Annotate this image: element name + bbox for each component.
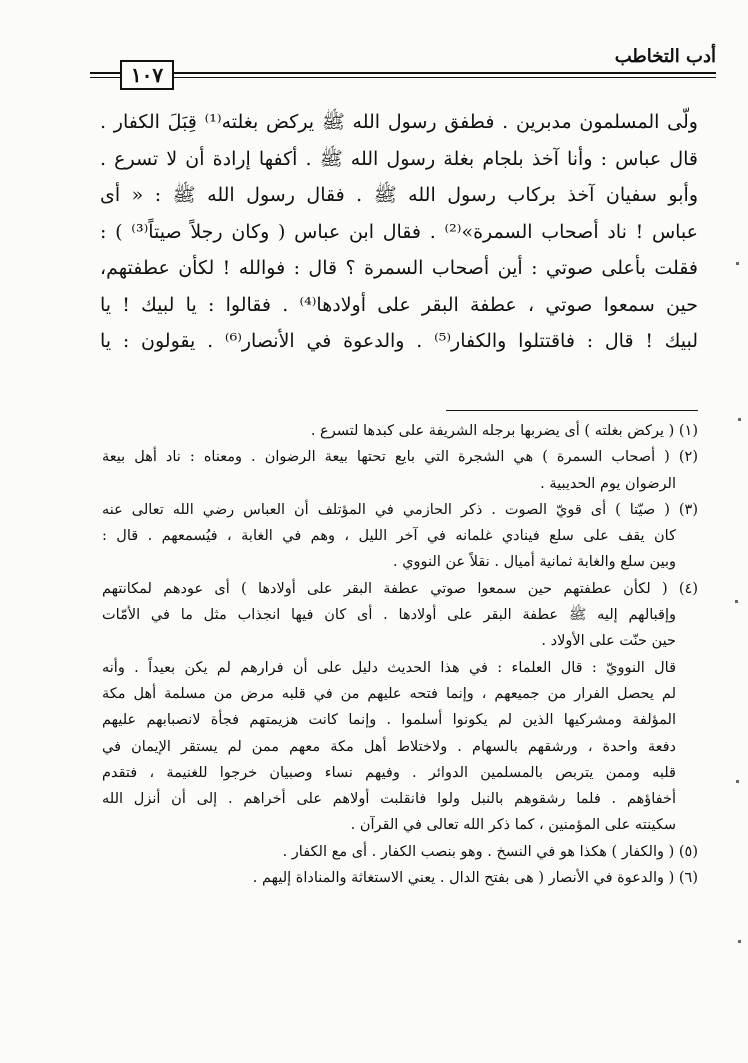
scan-speck [736, 262, 739, 265]
footnote-line: لم يحصل الفرار من جميعهم ، وإنما فتحه عليهم من في قلبه مرض من مسلمة أهل مكة [102, 685, 676, 702]
footnote-line: المؤلفة ومشركيها الذين لم يكونوا أسلموا . وإنما كانت هزيمتهم فجأة لانصبابهم عليهم [102, 712, 676, 729]
footnote-line: (٣) ( صيّتا ) أى قويّ الصوت . ذكر الحازمي في المؤتلف أن العباس رضي الله تعالى عنه [102, 501, 698, 518]
footnote-line: وإقبالهم إليه ﷺ عطفة البقر على أولادها . أى كان فيها انجذاب مثل ما في الأمّات [102, 607, 676, 624]
main-text [100, 104, 698, 360]
scan-speck [738, 418, 741, 421]
main-text-line: قال عباس : وأنا آخذ بلجام بغلة رسول الله ﷺ . أكفها إرادة أن لا تسرع . [100, 147, 698, 170]
footnote-line: (٦) ( والدعوة في الأنصار ( هى بفتح الدال . يعني الاستغاثة والمناداة إليهم . [252, 870, 698, 887]
main-text-line: فقلت بأعلى صوتي : أين أصحاب السمرة ؟ قال : فوالله ! لكأن عطفتهم، [100, 257, 698, 279]
footnote-line: (٤) ( لكأن عطفتهم حين سمعوا صوتي عطفة البقر على أولادها ) أى عودهم لمكانتهم [102, 580, 698, 597]
footnote-line: (٢) ( أصحاب السمرة ) هي الشجرة التي بايع تحتها بيعة الرضوان . ومعناه : ناد أهل بيعة [102, 449, 698, 466]
main-text-line: حين سمعوا صوتي ، عطفة البقر على أولادها⁽⁴⁾ . فقالوا : يا لبيك ! يا [100, 293, 698, 316]
footnote-line: دفعة واحدة ، ورشقهم بالسهام . ولاختلاط أهل مكة معهم ممن لم يستقر الإيمان في [102, 738, 676, 755]
page-number: ١٠٧ [120, 60, 174, 90]
footnote-line: أخفاؤهم . فلما رشقوهم بالنبل ولوا فانقلبت أولاهم على أخراهم . إلى أن أنزل الله [102, 791, 676, 808]
scan-speck [735, 600, 738, 603]
footnote-line: حين حنّت على الأولاد . [541, 633, 676, 650]
footnote-line: (١) ( يركض بغلته ) أى يضربها برجله الشريفة على كبدها لتسرع . [310, 423, 698, 439]
main-text-line: وأبو سفيان آخذ بركاب رسول الله ﷺ . فقال رسول الله ﷺ : « أى [100, 184, 698, 206]
scan-speck [738, 940, 741, 943]
footnote-line: قال النوويّ : قال العلماء : في هذا الحديث دليل على أن فرارهم لم يكن بعيداً . وأنه [102, 659, 676, 676]
scan-speck [736, 780, 739, 783]
footnotes [102, 418, 698, 891]
header-rule-thin [90, 77, 716, 78]
footnote-separator [446, 410, 698, 411]
page-header [90, 46, 716, 92]
footnote-line: سكينته على المؤمنين ، كما ذكر الله تعالى في القرآن . [350, 817, 676, 834]
main-text-line: لبيك ! قال : فاقتتلوا والكفار⁽⁵⁾ . والدعوة في الأنصار⁽⁶⁾ . يقولون : يا [100, 330, 698, 352]
footnote-line: الرضوان يوم الحديبية . [540, 475, 676, 492]
footnote-line: وبين سلع والغابة ثمانية أميال . نقلاً عن النووي . [392, 554, 676, 571]
header-rule [90, 72, 716, 74]
main-text-line: ولّى المسلمون مدبرين . فطفق رسول الله ﷺ يركض بغلته⁽¹⁾ قِبَلَ الكفار . [100, 111, 698, 133]
footnote-line: (٥) ( والكفار ) هكذا هو في النسخ . وهو بنصب الكفار . أى مع الكفار . [282, 843, 698, 860]
running-title: أدب التخاطب [614, 46, 716, 67]
footnote-line: قلبه وممن يتربص بالمسلمين الدوائر . وفيهم نساء وصبيان خرجوا للغنيمة ، فتقدم [102, 764, 676, 781]
main-text-line: عباس ! ناد أصحاب السمرة»⁽²⁾ . فقال ابن عباس ( وكان رجلاً صيتاً⁽³⁾ ) : [100, 220, 698, 243]
footnote-line: كان يقف على سلع فينادي غلمانه في آخر الليل ، وهم في الغابة ، فيُسمعهم . قال : [102, 528, 676, 545]
